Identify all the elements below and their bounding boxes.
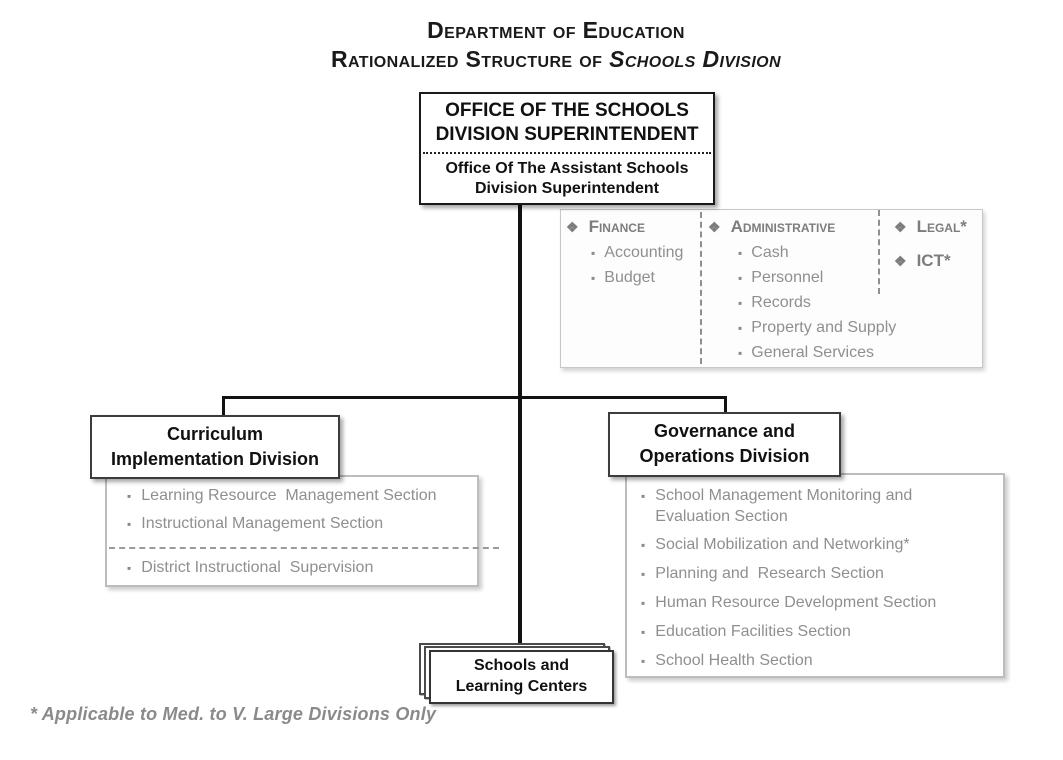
curriculum-division-label-line2: Implementation Division [110, 449, 320, 469]
curriculum-division-label-line1: Curriculum [166, 424, 263, 444]
administrative-item [738, 318, 897, 338]
curriculum-section-item [127, 486, 477, 506]
square-bullet-icon: ▪ [591, 271, 596, 285]
curriculum-section-label: Instructional Management Section [141, 515, 384, 532]
square-bullet-icon: ▪ [738, 296, 743, 310]
governance-section-item [641, 592, 1003, 614]
diamond-bullet-icon: ❖ [708, 219, 721, 235]
governance-section-label: Education Facilities Section [655, 623, 851, 640]
square-bullet-icon: ▪ [641, 654, 646, 668]
governance-division-box [608, 412, 841, 477]
legal-header-label: Legal* [916, 217, 967, 236]
superintendent-primary-label: OFFICE OF THE SCHOOLS DIVISION SUPERINTENDENT [435, 100, 699, 145]
finance-header-label: Finance [588, 217, 645, 236]
curriculum-section-label: District Instructional Supervision [141, 559, 374, 576]
square-bullet-icon: ▪ [738, 321, 743, 335]
superintendent-box [419, 92, 715, 205]
governance-division-label-line2: Operations Division [639, 446, 810, 466]
finance-item-label: Accounting [604, 244, 684, 261]
governance-section-item [641, 534, 1003, 556]
services-panel [560, 209, 983, 368]
assistant-superintendent-label: Office Of The Assistant Schools Division Superintendent [445, 160, 689, 197]
square-bullet-icon: ▪ [641, 538, 646, 552]
governance-section-label: School Health Section [655, 652, 813, 669]
square-bullet-icon: ▪ [127, 489, 132, 503]
administrative-item [738, 293, 878, 313]
curriculum-section-item [127, 558, 477, 578]
governance-section-label: School Management Monitoring and Evaluation Section [655, 487, 917, 525]
finance-item-label: Budget [604, 269, 655, 286]
schools-learning-centers-box [429, 650, 614, 704]
administrative-item-label: Property and Supply [751, 319, 897, 336]
legal-ict-column [878, 210, 982, 367]
finance-item [591, 268, 700, 288]
curriculum-dashed-separator [109, 547, 499, 549]
finance-header [566, 217, 700, 237]
administrative-column [700, 210, 897, 367]
footnote-asterisk-note: * Applicable to Med. to V. Large Divisions Only [30, 704, 437, 724]
curriculum-section-label: Learning Resource Management Section [141, 487, 437, 504]
administrative-item [738, 243, 878, 263]
governance-section-item [641, 650, 1003, 672]
square-bullet-icon: ▪ [127, 561, 132, 575]
schools-label-line2: Learning Centers [455, 678, 588, 695]
square-bullet-icon: ▪ [738, 246, 743, 260]
curriculum-sections-panel [105, 475, 479, 587]
square-bullet-icon: ▪ [641, 489, 646, 503]
diamond-bullet-icon: ❖ [894, 219, 907, 235]
administrative-item-label: Personnel [751, 269, 824, 286]
connector-stub-left [222, 396, 225, 417]
chart-title-line2-italic: Schools Division [609, 46, 781, 72]
administrative-item-label: Cash [751, 244, 789, 261]
chart-title-line2 [103, 45, 1009, 74]
administrative-item [738, 343, 878, 363]
connector-horizontal-branch [222, 396, 727, 399]
square-bullet-icon: ▪ [127, 517, 132, 531]
finance-item [591, 243, 700, 263]
governance-section-item [641, 563, 1003, 585]
connector-vertical-main [518, 204, 522, 652]
administrative-item [738, 268, 878, 288]
square-bullet-icon: ▪ [641, 625, 646, 639]
ict-header [894, 251, 982, 271]
governance-section-label: Human Resource Development Section [655, 594, 937, 611]
diamond-bullet-icon: ❖ [894, 253, 907, 269]
chart-title [103, 16, 1009, 74]
governance-section-label: Social Mobilization and Networking* [655, 536, 910, 553]
administrative-header [708, 217, 878, 237]
curriculum-division-box [90, 415, 340, 479]
diamond-bullet-icon: ❖ [566, 219, 579, 235]
square-bullet-icon: ▪ [738, 346, 743, 360]
governance-sections-panel [625, 473, 1005, 678]
curriculum-section-item [127, 514, 477, 534]
administrative-item-label: Records [751, 294, 811, 311]
administrative-item-label: General Services [751, 344, 874, 361]
square-bullet-icon: ▪ [641, 567, 646, 581]
legal-header [894, 217, 982, 237]
chart-title-line2-prefix: Rationalized Structure of [331, 46, 603, 72]
schools-label-line1: Schools and [473, 657, 570, 674]
governance-division-label-line1: Governance and [653, 421, 796, 441]
finance-column [561, 210, 700, 367]
square-bullet-icon: ▪ [591, 246, 596, 260]
governance-section-label: Planning and Research Section [655, 565, 884, 582]
square-bullet-icon: ▪ [738, 271, 743, 285]
governance-section-item [641, 485, 1003, 527]
square-bullet-icon: ▪ [641, 596, 646, 610]
governance-section-item [641, 621, 1003, 643]
administrative-header-label: Administrative [730, 217, 836, 236]
chart-title-line1: Department of Education [427, 17, 685, 43]
ict-header-label: ICT* [916, 251, 951, 270]
